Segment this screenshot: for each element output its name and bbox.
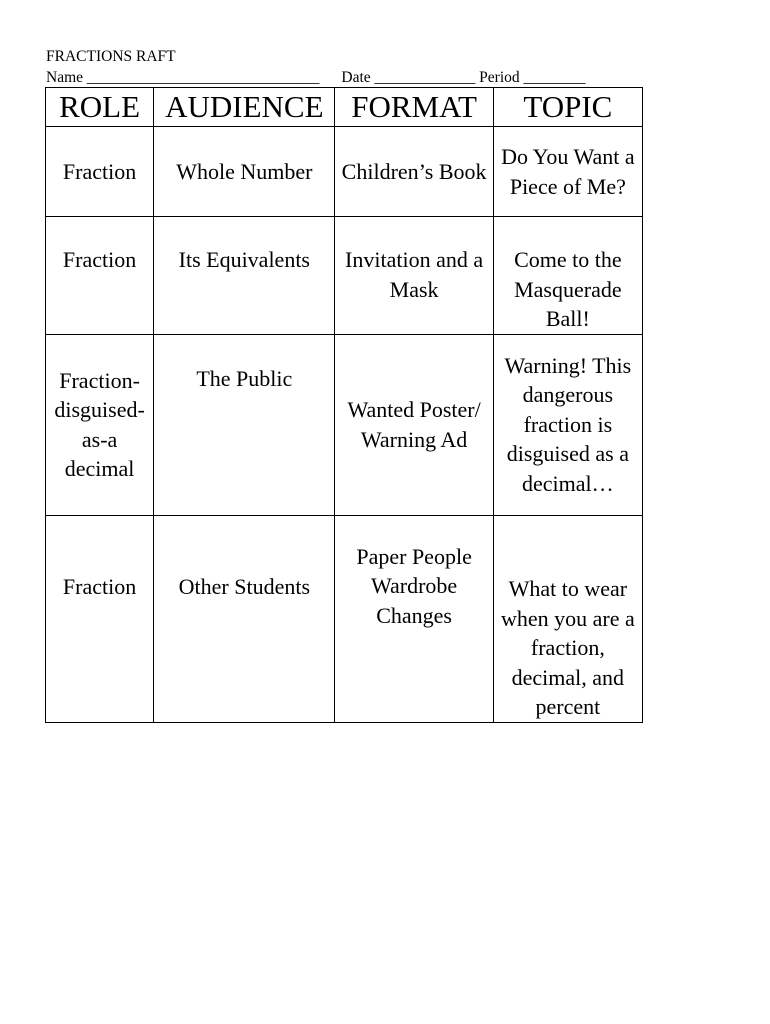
date-field[interactable]: Date _____________ [341, 69, 476, 86]
audience-cell: The Public [154, 334, 335, 515]
audience-cell: Whole Number [154, 127, 335, 217]
table-row [46, 127, 643, 217]
topic-cell: Do You Want a Piece of Me? [493, 127, 642, 217]
table-row [46, 217, 643, 335]
header-topic: TOPIC [493, 88, 642, 127]
header-format: FORMAT [335, 88, 493, 127]
format-cell: Paper People Wardrobe Changes [335, 515, 493, 722]
format-cell: Wanted Poster/ Warning Ad [335, 334, 493, 515]
role-cell: Fraction-disguised-as-a decimal [46, 334, 154, 515]
format-cell: Invitation and a Mask [335, 217, 493, 335]
page-title: FRACTIONS RAFT [46, 48, 176, 65]
audience-cell: Other Students [154, 515, 335, 722]
role-cell: Fraction [46, 515, 154, 722]
topic-cell: Warning! This dangerous fraction is disguised as a decimal… [493, 334, 642, 515]
role-cell: Fraction [46, 127, 154, 217]
audience-cell: Its Equivalents [154, 217, 335, 335]
period-field[interactable]: Period ________ [479, 69, 586, 86]
name-field[interactable]: Name ______________________________ [46, 69, 320, 86]
role-cell: Fraction [46, 217, 154, 335]
table-header-row [46, 88, 643, 127]
table-row [46, 334, 643, 515]
header-role: ROLE [46, 88, 154, 127]
raft-table [45, 87, 643, 723]
table-row [46, 515, 643, 722]
student-info-line [46, 69, 586, 87]
topic-cell: What to wear when you are a fraction, decimal, and percent [493, 515, 642, 722]
header-audience: AUDIENCE [154, 88, 335, 127]
topic-cell: Come to the Masquerade Ball! [493, 217, 642, 335]
format-cell: Children’s Book [335, 127, 493, 217]
